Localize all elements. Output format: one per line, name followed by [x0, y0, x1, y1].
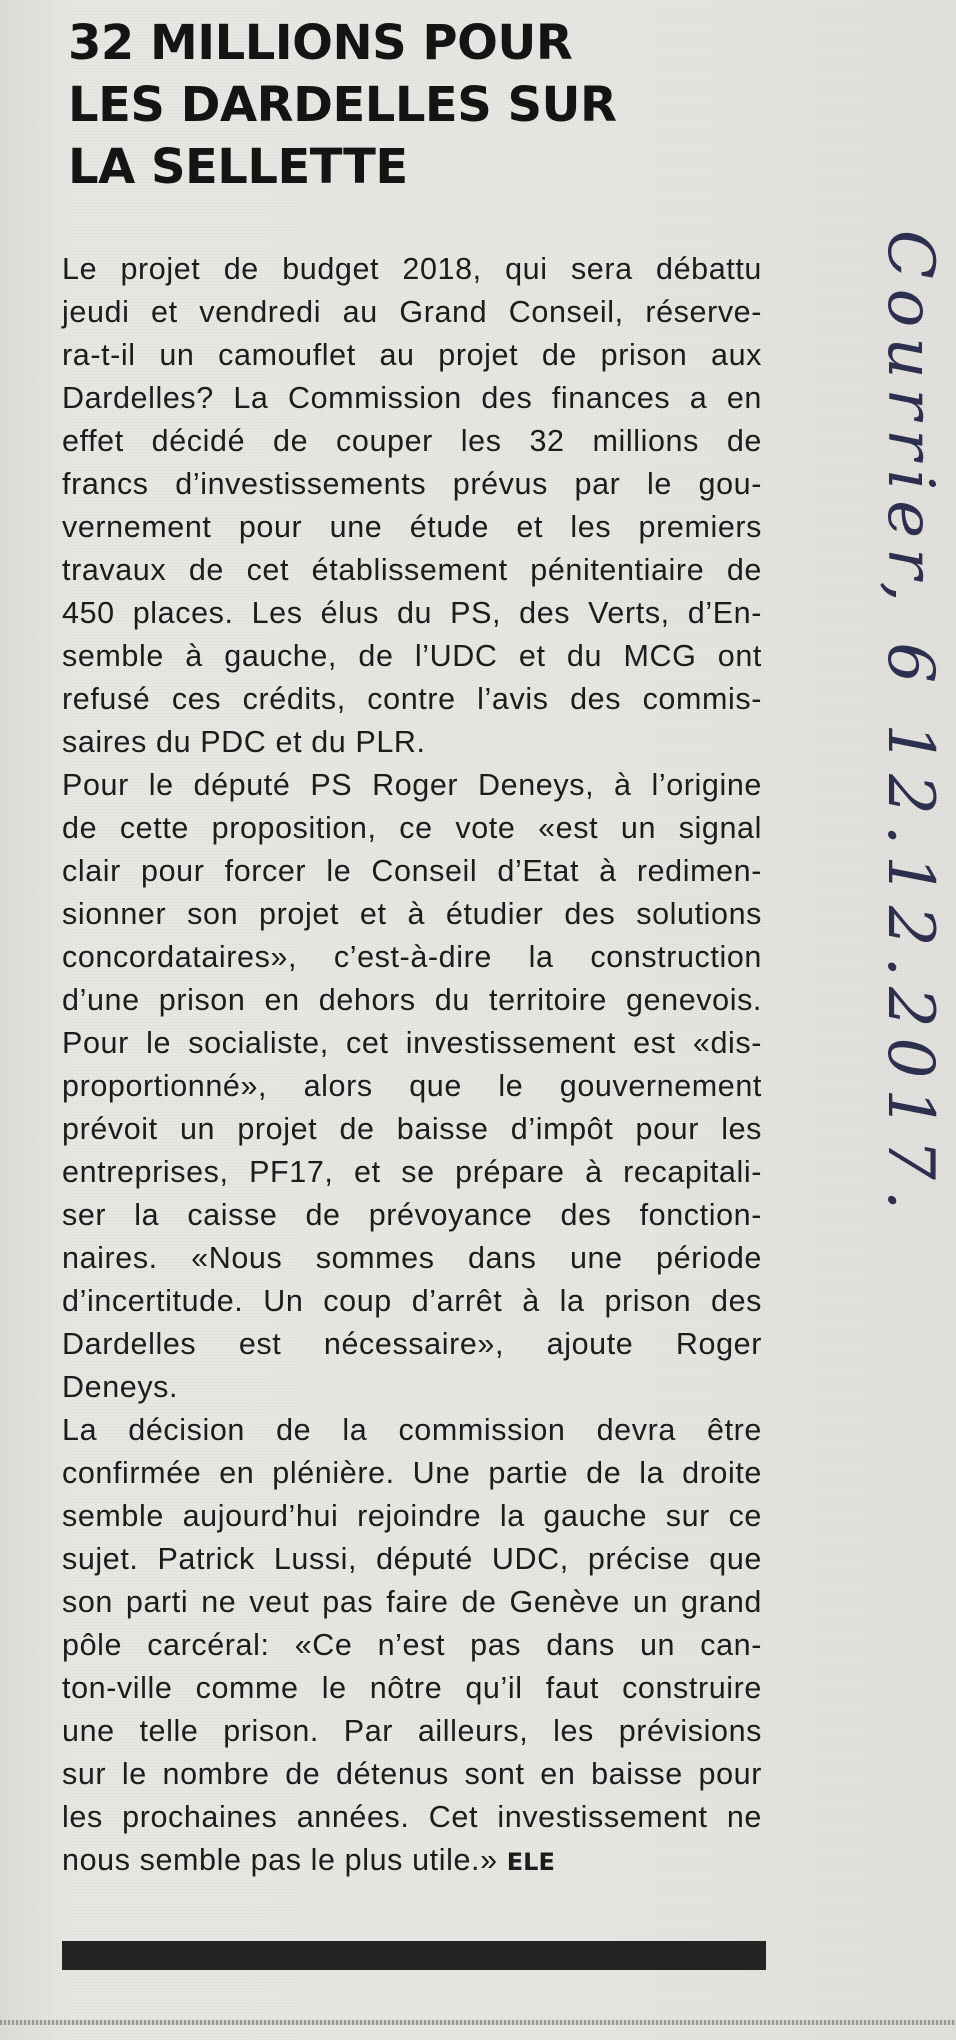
article-line: ser la caisse de prévoyance des fonction- [62, 1198, 762, 1232]
article-line: confirmée en plénière. Une partie de la droite [62, 1456, 762, 1490]
article-line: sur le nombre de détenus sont en baisse pour [62, 1757, 762, 1791]
article-last-line [62, 1839, 762, 1882]
article-line: concordataires», c’est-à-dire la construction [62, 940, 762, 974]
article-line: semble aujourd’hui rejoindre la gauche sur ce [62, 1499, 762, 1533]
article-line: de cette proposition, ce vote «est un signal [62, 811, 762, 845]
article-line: Le projet de budget 2018, qui sera débattu [62, 252, 762, 286]
bottom-rule [62, 1941, 766, 1970]
article-line: jeudi et vendredi au Grand Conseil, réserve- [62, 295, 762, 329]
article-line: travaux de cet établissement pénitentiaire de [62, 553, 762, 587]
article-line: semble à gauche, de l’UDC et du MCG ont [62, 639, 762, 673]
article-line: une telle prison. Par ailleurs, les prévisions [62, 1714, 762, 1748]
article-line: naires. «Nous sommes dans une période [62, 1241, 762, 1275]
article-line: refusé ces crédits, contre l’avis des commis- [62, 682, 762, 716]
article-line: Pour le socialiste, cet investissement est «dis- [62, 1026, 762, 1060]
article-line: pôle carcéral: «Ce n’est pas dans un can- [62, 1628, 762, 1662]
article-line: Deneys. [62, 1370, 179, 1404]
article-line: sionner son projet et à étudier des solutions [62, 897, 762, 931]
article-line: Pour le député PS Roger Deneys, à l’origine [62, 768, 762, 802]
article-body [62, 248, 762, 1882]
article-line: ra-t-il un camouflet au projet de prison aux [62, 338, 762, 372]
article-line: nous semble pas le plus utile.» [62, 1843, 498, 1877]
article-line: Dardelles? La Commission des finances a en [62, 381, 762, 415]
handwritten-note-text: Courrier, 6 12.12.2017. [873, 229, 947, 1221]
headline [68, 12, 708, 198]
article-line: effet décidé de couper les 32 millions de [62, 424, 762, 458]
author-byline: ELE [506, 1848, 555, 1876]
article-line: prévoit un projet de baisse d’impôt pour les [62, 1112, 762, 1146]
article-line: francs d’investissements prévus par le gou- [62, 467, 762, 501]
article-line: vernement pour une étude et les premiers [62, 510, 762, 544]
headline-line: LA SELLETTE [68, 139, 408, 195]
article-line: 450 places. Les élus du PS, des Verts, d’En- [62, 596, 762, 630]
article-line: d’incertitude. Un coup d’arrêt à la prison des [62, 1284, 762, 1318]
page-edge [0, 2020, 956, 2025]
article-line: La décision de la commission devra être [62, 1413, 762, 1447]
article-line: Dardelles est nécessaire», ajoute Roger [62, 1327, 762, 1361]
article-line: d’une prison en dehors du territoire genevois. [62, 983, 762, 1017]
article-line: les prochaines années. Cet investissement ne [62, 1800, 762, 1834]
article-line: entreprises, PF17, et se prépare à recapitali- [62, 1155, 762, 1189]
article-line: proportionné», alors que le gouvernement [62, 1069, 762, 1103]
article-line: son parti ne veut pas faire de Genève un grand [62, 1585, 762, 1619]
headline-line: LES DARDELLES SUR [68, 77, 617, 133]
headline-line: 32 MILLIONS POUR [68, 15, 573, 71]
article-line: clair pour forcer le Conseil d’Etat à redimen- [62, 854, 762, 888]
article-line: saires du PDC et du PLR. [62, 725, 426, 759]
article-line: sujet. Patrick Lussi, député UDC, précise que [62, 1542, 762, 1576]
handwritten-note [870, 205, 950, 1245]
article-line: ton-ville comme le nôtre qu’il faut construire [62, 1671, 762, 1705]
